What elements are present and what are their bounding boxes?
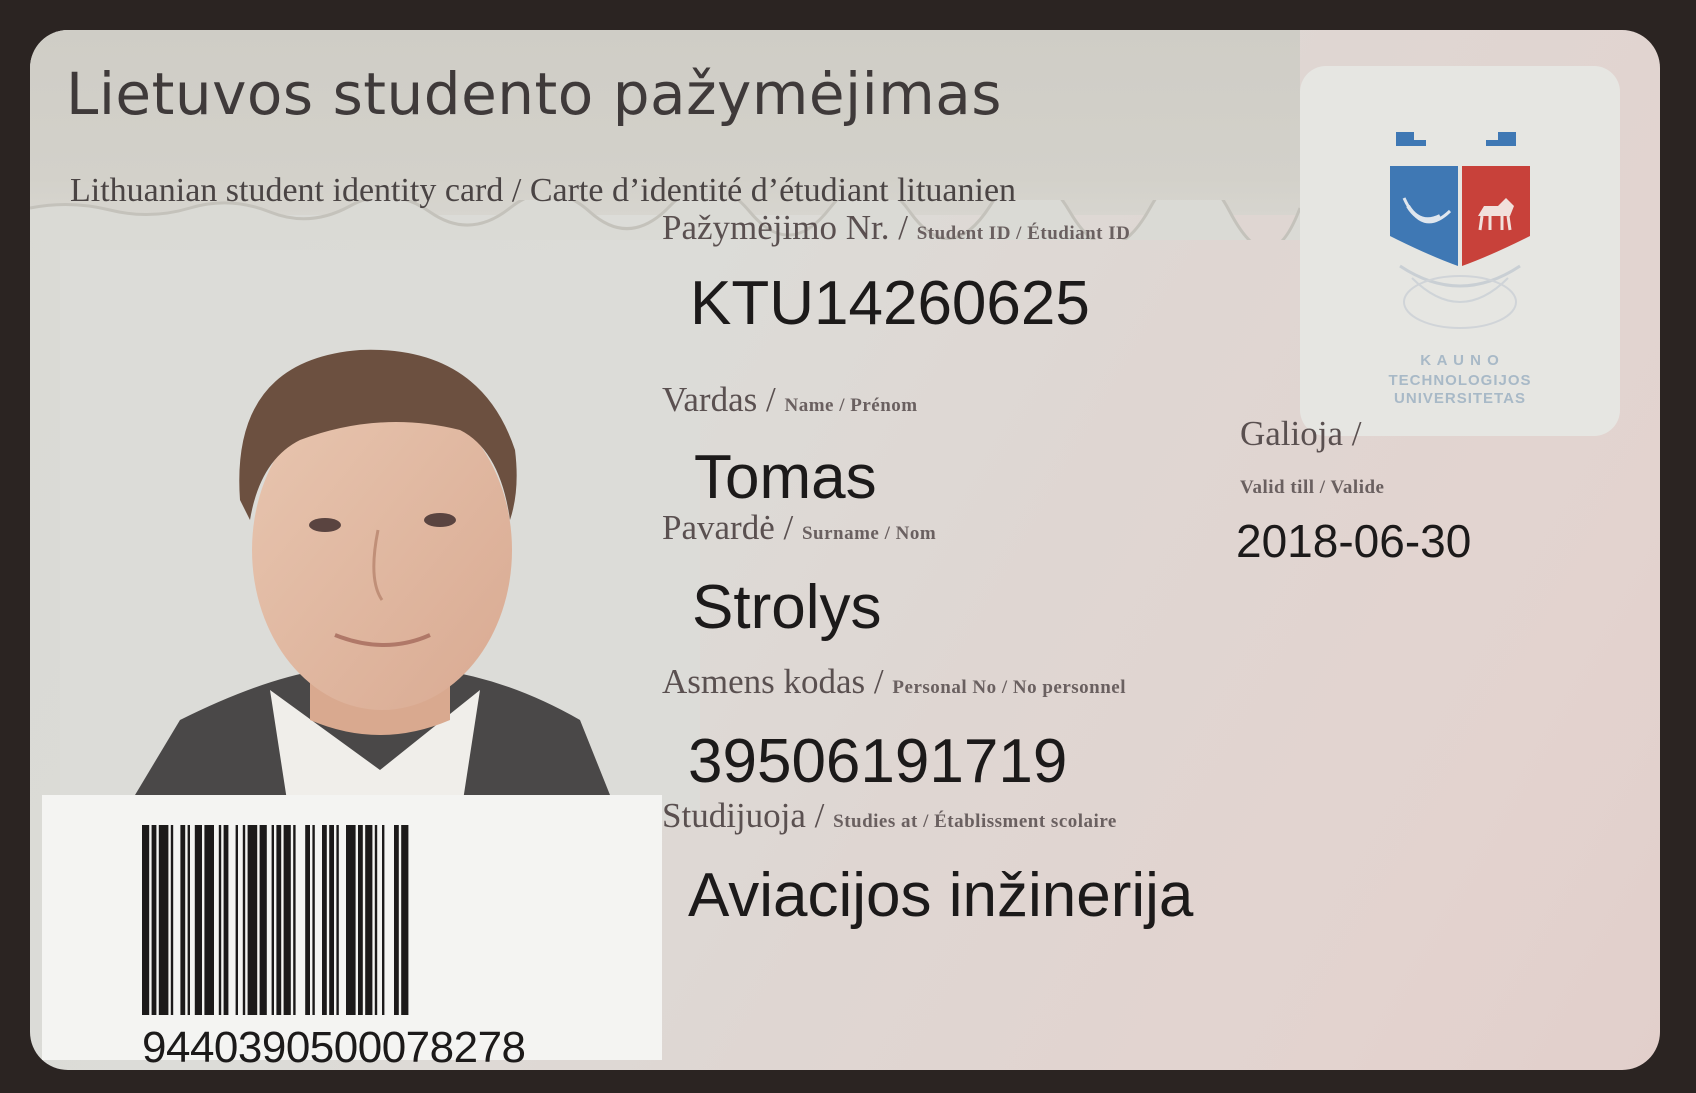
personal-no-label-translation: Personal No / No personnel <box>892 677 1127 698</box>
studies-label-main: Studijuoja / <box>662 796 834 835</box>
barcode-bar <box>204 825 214 1015</box>
card-title: Lietuvos studento pažymėjimas <box>66 60 1003 128</box>
personal-no-value: 39506191719 <box>688 727 1068 796</box>
name-label <box>662 380 918 420</box>
barcode-bar <box>358 825 363 1015</box>
barcode-bar <box>195 825 202 1015</box>
logo-text-technologijos: TECHNOLOGIJOS <box>1388 372 1532 389</box>
surname-label <box>662 508 936 548</box>
barcode-bar <box>329 825 334 1015</box>
barcode-bar <box>305 825 310 1015</box>
barcode-bar <box>171 825 173 1015</box>
barcode-bar <box>394 825 399 1015</box>
holder-photo <box>60 250 700 820</box>
barcode-bar <box>188 825 190 1015</box>
card-subtitle: Lithuanian student identity card / Carte d’identité d’étudiant lituanien <box>70 172 1017 209</box>
valid-label: Galioja / <box>1240 414 1362 453</box>
surname-label-translation: Surname / Nom <box>801 523 937 544</box>
barcode-bar <box>284 825 291 1015</box>
barcode-bar <box>243 825 245 1015</box>
barcode-panel <box>42 795 662 1070</box>
personal-no-label <box>662 662 1126 702</box>
barcode-bar <box>236 825 238 1015</box>
barcode-bar <box>336 825 338 1015</box>
barcode-bar <box>260 825 267 1015</box>
student-id-card <box>30 30 1660 1070</box>
surname-label-main: Pavardė / <box>662 508 802 547</box>
name-value: Tomas <box>694 443 877 512</box>
barcode-bar <box>180 825 185 1015</box>
barcode-bar <box>272 825 274 1015</box>
barcode-bar <box>276 825 281 1015</box>
barcode-bar <box>401 825 408 1015</box>
barcode-bar <box>248 825 258 1015</box>
barcode-bar <box>322 825 327 1015</box>
name-label-translation: Name / Prénom <box>784 395 918 416</box>
barcode-bar <box>382 825 384 1015</box>
studies-label <box>662 796 1117 836</box>
barcode-bar <box>219 825 221 1015</box>
barcode-bar <box>152 825 157 1015</box>
valid-label-translation: Valid till / Valide <box>1240 477 1385 498</box>
student-id-label-main: Pažymėjimo Nr. / <box>662 208 917 247</box>
barcode-bar <box>159 825 169 1015</box>
barcode-bar <box>224 825 229 1015</box>
surname-value: Strolys <box>692 573 882 642</box>
student-id-label <box>662 208 1130 248</box>
studies-label-translation: Studies at / Établissment scolaire <box>833 811 1117 832</box>
valid-value: 2018-06-30 <box>1236 515 1472 567</box>
student-id-value: KTU14260625 <box>690 269 1090 338</box>
personal-no-label-main: Asmens kodas / <box>662 662 893 701</box>
logo-text-kauno: K A U N O <box>1420 352 1500 369</box>
barcode-number: 9440390500078278 <box>142 1023 526 1070</box>
barcode <box>142 825 562 1015</box>
name-label-main: Vardas / <box>662 380 785 419</box>
university-logo <box>1300 66 1620 436</box>
studies-value: Aviacijos inžinerija <box>688 861 1194 930</box>
student-id-label-translation: Student ID / Étudiant ID <box>916 223 1131 244</box>
barcode-bar <box>293 825 295 1015</box>
logo-text-universitetas: UNIVERSITETAS <box>1394 390 1526 407</box>
barcode-bar <box>375 825 377 1015</box>
barcode-bar <box>142 825 149 1015</box>
valid-label-translation-wrap <box>1240 462 1385 502</box>
barcode-bar <box>312 825 314 1015</box>
barcode-bar <box>346 825 356 1015</box>
barcode-bar <box>365 825 372 1015</box>
